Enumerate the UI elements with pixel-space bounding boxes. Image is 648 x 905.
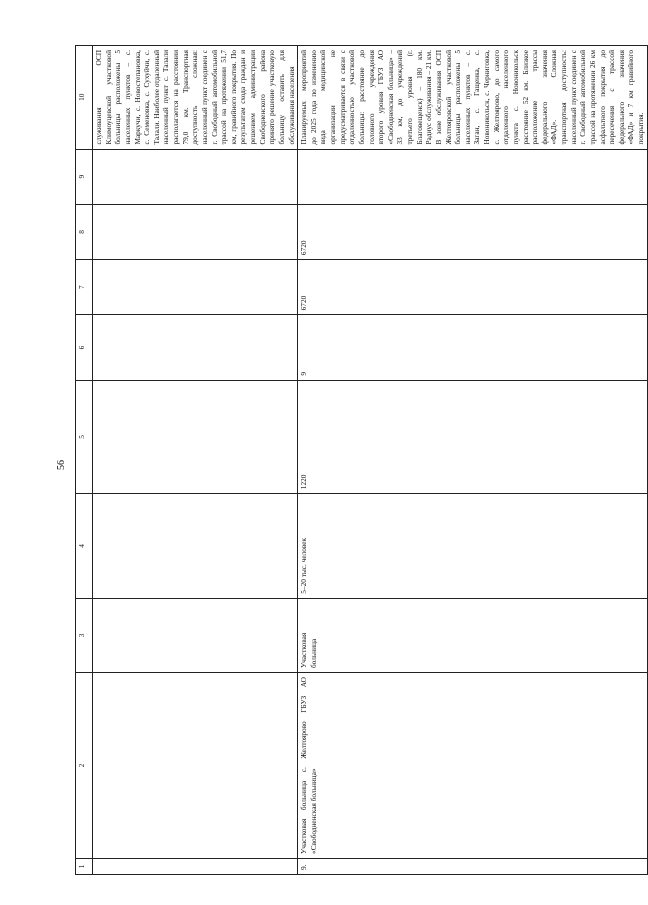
data-table (75, 45, 648, 875)
cell-col5: 1220 (298, 380, 648, 494)
col-header-3: 3 (76, 598, 93, 672)
cell (93, 260, 298, 315)
cell-col6: 9 (298, 315, 648, 380)
col-header-2: 2 (76, 673, 93, 859)
cell (93, 149, 298, 204)
table-row-continued (93, 46, 298, 875)
cell (93, 494, 298, 599)
col-header-7: 7 (76, 260, 93, 315)
cell (93, 673, 298, 859)
cell (93, 858, 298, 874)
cell-col7: 6720 (298, 260, 648, 315)
cell (93, 204, 298, 259)
table-row (298, 46, 648, 875)
col-header-6: 6 (76, 315, 93, 380)
cell (93, 598, 298, 672)
col-header-9: 9 (76, 149, 93, 204)
cell-facility-name: Участковая больница с. Желтоярово ГБУЗ АО «Свободненская больница» (298, 673, 648, 859)
col-header-8: 8 (76, 204, 93, 259)
rotated-table-container (75, 45, 645, 875)
cell-continued-note: служивания ОСП Климоуцевской участковой больницы расположены 5 населенных пунктов – с. Маркучи, с. Новостепановка, с. Семеновка, с. Сухуйчи, с. Талали. Наиболее отдаленный населенный пункт с. Талали располагается на расстоянии 79,0 км. Транспортная доступность сложная: населенный пункт соединен с г. Свободный автомобильной трассой на протяжении 51,7 км, гравийного покрытия. По результатам схода граждан и решением администрации Свободненского района принято решение участковую больницу оставить для обслуживания населения (93, 46, 298, 150)
col-header-1: 1 (76, 858, 93, 874)
col-header-4: 4 (76, 494, 93, 599)
cell-row-number: 9. (298, 858, 648, 874)
cell-col9 (298, 149, 648, 204)
cell-note: Планируемых мероприятий до 2025 года по изменению вида медицинской организации не предусматривается в связи с отдаленностью участковой больницы: расстояние до головного учреждения второго уровня ГБУЗ АО «Свободненская больница» – 33 км, до учреждений третьего уровня (г. Благовещенск) – 180 км. Радиус обслуживания – 21 км. В зоне обслуживания ОСП Желтояровской участковой больницы расположены 5 населенных пунктов – с. Заган, с. Гащенка, с. Новоникольск, с. Черниговка, с. Желтоярово, до самого отдаленного населенного пункта с. Новоникольск расстояние 52 км. Близкое расположение трассы федерального значения «ФАД». Сложная транспортная доступность: населенный пункт соединен с г. Свободный автомобильной трассой на протяжении 26 км асфальтного покрытия до пересечения с трассой федерального значения «ФАД» и 7 км гравийного покрытия. (298, 46, 648, 150)
page-number: 56 (56, 460, 67, 470)
col-header-10: 10 (76, 46, 93, 150)
header-row (76, 46, 93, 875)
col-header-5: 5 (76, 380, 93, 494)
cell-facility-type: Участковая больница (298, 598, 648, 672)
cell-population: 5–20 тыс. человек (298, 494, 648, 599)
cell-col8: 6720 (298, 204, 648, 259)
cell (93, 315, 298, 380)
cell (93, 380, 298, 494)
